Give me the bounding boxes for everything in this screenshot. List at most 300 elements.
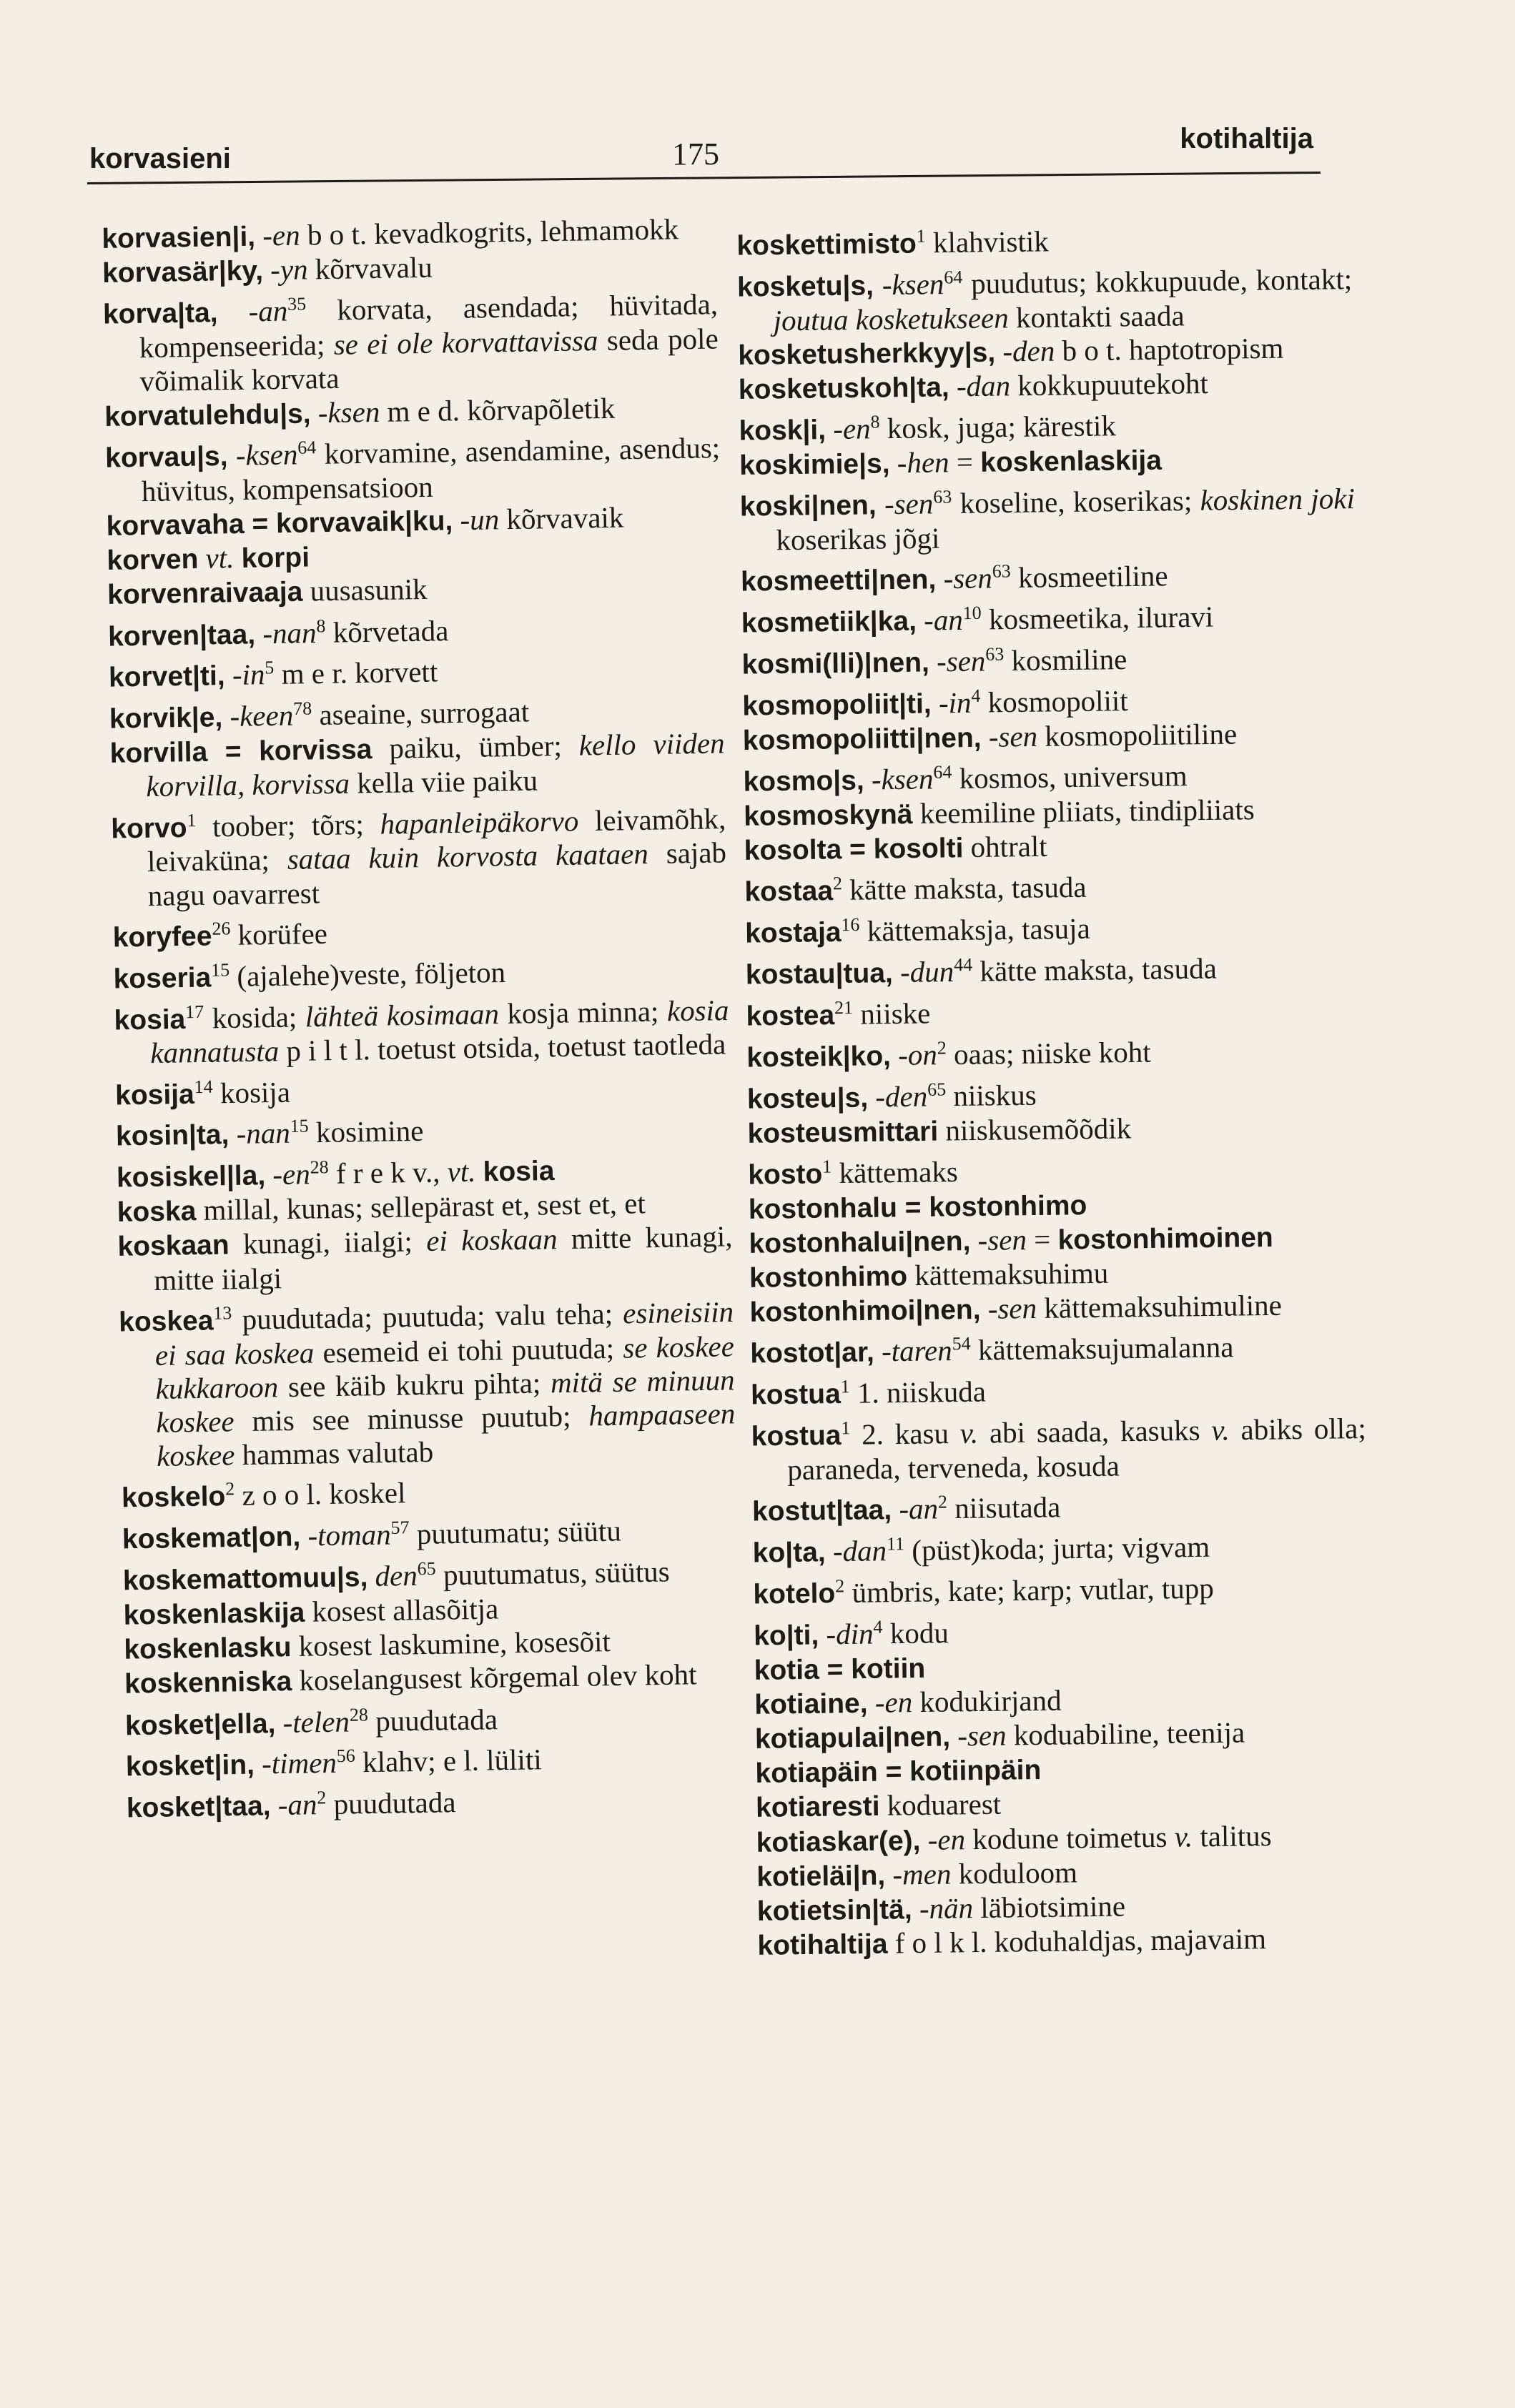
headword: ko|ta, <box>752 1537 826 1569</box>
italic-text: -sen <box>977 1222 1027 1257</box>
dictionary-entry <box>747 1067 1363 1116</box>
headword: kosteik|ko, <box>746 1040 892 1074</box>
dictionary-entry <box>746 984 1361 1033</box>
italic-text: vt. <box>447 1154 476 1189</box>
inflection-number: 78 <box>292 698 312 720</box>
headword: koski|nen, <box>739 490 877 523</box>
definition-text: kõrvavalu <box>307 250 433 286</box>
headword: koska <box>117 1196 197 1228</box>
definition-text: kättemaksuhimuline <box>1036 1288 1283 1325</box>
headword: korvet|ti, <box>108 660 225 693</box>
dictionary-entry <box>743 750 1358 799</box>
definition-text: koseline, koserikas; <box>952 484 1200 520</box>
headword: kotiaresti <box>755 1791 880 1824</box>
definition-text: kodukirjand <box>912 1683 1062 1718</box>
definition-text: see käib kukru pihta; <box>277 1366 551 1404</box>
definition-text: koduloom <box>951 1855 1078 1891</box>
page-number: 175 <box>672 137 719 172</box>
headword: koskenniska <box>124 1666 292 1700</box>
headword: korvavaha = korvavaik|ku, <box>106 505 453 542</box>
cross-reference: kosia <box>483 1156 555 1188</box>
dictionary-entry <box>751 1364 1366 1412</box>
inflection-number: 1 <box>841 1417 851 1439</box>
dictionary-entry <box>748 1143 1363 1191</box>
definition-text: kätte maksta, tasuda <box>972 951 1218 988</box>
definition-text: kosmiline <box>1004 643 1127 678</box>
headword: kostea <box>746 1000 835 1032</box>
dictionary-entry <box>119 1288 736 1474</box>
definition-text: kosja minna; <box>498 994 668 1030</box>
right-column <box>736 214 1373 1963</box>
headword: korvasär|ky, <box>102 255 264 289</box>
italic-text: -nan <box>262 615 317 650</box>
definition-text: kosmopoliitiline <box>1037 717 1238 753</box>
italic-text: kosia kannatusta <box>149 993 729 1070</box>
headword: kosteusmittari <box>747 1116 939 1149</box>
italic-text: -an <box>277 1788 317 1822</box>
definition-text: mitte kunagi, mitte iialgi <box>153 1219 733 1297</box>
italic-text: -en <box>874 1685 913 1719</box>
italic-text: -un <box>460 502 500 537</box>
dictionary-entry <box>111 795 727 913</box>
inflection-number: 1 <box>187 809 197 831</box>
definition-text: leivamõhk, leivaküna; <box>147 801 726 878</box>
headword: koskea <box>118 1305 214 1338</box>
dictionary-entry <box>742 674 1358 723</box>
definition-text: m e r. korvett <box>274 655 438 691</box>
definition-text: puudutada <box>326 1785 456 1821</box>
headword: kostua <box>751 1420 842 1452</box>
headword: korvilla = korvissa <box>109 734 372 770</box>
italic-text: se ei ole korvattavissa <box>333 324 598 362</box>
italic-text: -nän <box>919 1891 974 1926</box>
italic-text: -in <box>938 685 972 720</box>
italic-text: -sen <box>884 487 934 521</box>
italic-text: -ksen <box>882 267 944 302</box>
italic-text: hapanleipäkorvo <box>380 803 579 841</box>
italic-text: -timen <box>261 1746 337 1780</box>
dictionary-entry <box>109 727 725 805</box>
italic-text: koskinen joki <box>1200 482 1356 517</box>
italic-text: den <box>375 1559 418 1593</box>
definition-text: niiskus <box>945 1078 1037 1112</box>
italic-text: -sen <box>988 719 1038 753</box>
italic-text: -den <box>1002 334 1055 368</box>
dictionary-entry <box>753 1562 1368 1611</box>
inflection-number: 10 <box>962 603 982 624</box>
running-head-left: korvasieni <box>89 143 231 174</box>
definition-text: f r e k v., <box>328 1155 448 1191</box>
headword: kosmoskynä <box>743 799 913 832</box>
definition-text: hammas valutab <box>235 1435 434 1472</box>
definition-text: kosest laskumine, kosesõit <box>291 1625 611 1663</box>
inflection-number: 28 <box>349 1704 369 1725</box>
headword: koskelo <box>121 1481 226 1514</box>
inflection-number: 2 <box>832 873 843 894</box>
headword: kosmetiik|ka, <box>741 605 917 639</box>
inflection-number: 63 <box>985 643 1005 665</box>
inflection-number: 44 <box>953 954 973 976</box>
italic-text: -telen <box>282 1705 350 1739</box>
headword: korvik|e, <box>109 702 223 735</box>
definition-text: puudutada; puutuda; valu teha; <box>232 1297 623 1336</box>
headword: korva|ta, <box>102 297 218 331</box>
definition-text: 2. kasu <box>850 1417 961 1451</box>
definition-text: niiskusemõõdik <box>937 1111 1132 1147</box>
headword: kosolta = kosolti <box>744 833 964 867</box>
definition-text: = <box>1026 1222 1058 1256</box>
headword: koseria <box>113 962 212 995</box>
definition-text: talitus <box>1192 1818 1272 1853</box>
italic-text: -nan <box>236 1116 291 1151</box>
dictionary-entry <box>103 281 719 400</box>
header-rule <box>87 172 1321 184</box>
headword: koskemattomuu|s, <box>122 1562 368 1597</box>
headword: kotiaskar(e), <box>756 1825 921 1858</box>
inflection-number: 1 <box>916 225 926 247</box>
italic-text: -en <box>272 1157 311 1191</box>
dictionary-entry <box>750 1322 1366 1371</box>
definition-text: kosmos, universum <box>952 759 1188 796</box>
headword: koskettimisto <box>736 228 917 262</box>
definition-text: p i l t l. toetust otsida, toetust taotleda <box>278 1027 726 1068</box>
inflection-number: 64 <box>297 437 317 458</box>
italic-text: -keen <box>230 698 294 733</box>
definition-text: koselangusest kõrgemal olev koht <box>291 1658 697 1698</box>
definition-text: = <box>949 445 981 479</box>
inflection-number: 57 <box>390 1517 410 1539</box>
dictionary-entry <box>117 1220 733 1298</box>
definition-text: paiku, ümber; <box>372 728 580 765</box>
cross-reference: koskenlaskija <box>979 445 1163 479</box>
headword: kosmeetti|nen, <box>740 564 937 598</box>
italic-text: -toman <box>307 1517 392 1552</box>
definition-text: kunagi, iialgi; <box>229 1224 427 1261</box>
definition-text: kosmeetiline <box>1010 559 1168 595</box>
inflection-number: 4 <box>873 1616 883 1637</box>
italic-text: hampaaseen koskee <box>156 1397 736 1473</box>
definition-text: uusasunik <box>302 573 428 608</box>
italic-text: -ksen <box>317 395 380 429</box>
definition-text: oaas; niiske koht <box>946 1035 1151 1071</box>
dictionary-entry <box>736 214 1352 262</box>
inflection-number: 15 <box>210 958 230 981</box>
italic-text: -taren <box>881 1334 953 1368</box>
headword: kostonhalu = kostonhimo <box>748 1189 1087 1225</box>
definition-text: millal, kunas; sellepärast et, sest et, et <box>195 1186 646 1227</box>
italic-text: lähteä kosimaan <box>305 996 500 1033</box>
headword: korvau|s, <box>104 440 228 474</box>
dictionary-entry <box>114 986 730 1071</box>
headword: koryfee <box>112 921 212 953</box>
inflection-number: 17 <box>184 1001 204 1022</box>
italic-text: -en <box>927 1822 966 1856</box>
definition-text: aseaine, surrogaat <box>311 695 530 732</box>
cross-reference: kostonhimoinen <box>1057 1222 1273 1256</box>
headword: kotia = kotiin <box>754 1653 926 1686</box>
headword: kostonhimo <box>749 1261 908 1294</box>
headword: kosmopoliitti|nen, <box>742 722 982 756</box>
headword: kostonhimoi|nen, <box>749 1294 981 1329</box>
definition-text: puudutada <box>367 1702 498 1738</box>
definition-text: mis see minusse puutub; <box>234 1399 589 1438</box>
definition-text: kodune toimetus <box>964 1820 1175 1855</box>
definition-text: korvamine, asendamine, asendus; hüvitus, kompensatsioon <box>141 430 721 507</box>
definition-text: kosimine <box>308 1114 424 1149</box>
italic-text: -en <box>262 218 301 252</box>
headword: kotiapäin = kotiinpäin <box>755 1755 1042 1790</box>
headword: kostaa <box>744 876 834 908</box>
definition-text: kella viie paiku <box>349 763 538 800</box>
definition-text: f o l k l. koduhaldjas, majavaim <box>887 1922 1267 1960</box>
italic-text: -sen <box>936 644 986 678</box>
inflection-number: 63 <box>992 560 1011 583</box>
headword: kotihaltija <box>757 1928 888 1962</box>
inflection-number: 35 <box>287 293 307 315</box>
italic-text: v. <box>959 1416 979 1450</box>
headword: korven <box>107 544 199 577</box>
headword: kotiaine, <box>754 1688 868 1720</box>
inflection-number: 2 <box>317 1787 327 1808</box>
headword: kostonhalui|nen, <box>749 1225 971 1259</box>
inflection-number: 14 <box>194 1076 213 1097</box>
dictionary-entry <box>745 943 1361 991</box>
headword: koskaan <box>117 1229 230 1263</box>
definition-text: keemiline pliiats, tindipliiats <box>912 793 1255 831</box>
definition-text: esemeid ei tohi puutuda; <box>313 1331 623 1369</box>
definition-text: kättemaksuhimu <box>907 1256 1109 1292</box>
italic-text: joutua kosketukseen <box>773 301 1009 337</box>
inflection-number: 13 <box>213 1302 232 1324</box>
definition-text: sajab nagu oavarrest <box>147 836 727 912</box>
definition-text: koduabiline, teenija <box>1006 1715 1245 1752</box>
definition-text: (ajalehe)veste, följeton <box>229 955 506 993</box>
inflection-number: 56 <box>336 1745 355 1767</box>
definition-text <box>475 1155 483 1188</box>
inflection-number: 21 <box>834 997 854 1019</box>
italic-text: -din <box>826 1617 874 1651</box>
definition-text: niiske <box>852 996 931 1031</box>
headword: kosteu|s, <box>746 1082 869 1115</box>
italic-text: -sen <box>987 1292 1037 1326</box>
italic-text: esineisiin ei saa koskea <box>154 1294 734 1372</box>
italic-text: -ksen <box>871 762 934 796</box>
italic-text: -dan <box>832 1534 887 1568</box>
headword: kotiapulai|nen, <box>754 1721 951 1755</box>
dictionary-entry <box>739 400 1354 448</box>
headword: kosketuskoh|ta, <box>738 372 949 406</box>
headword: kosk|i, <box>739 415 826 447</box>
definition-text: koserikas jõgi <box>776 521 940 557</box>
definition-text: 1. niiskuda <box>849 1374 987 1410</box>
definition-text: kättemaksujumalanna <box>970 1330 1234 1367</box>
definition-text: seda pole võimalik korvata <box>139 322 719 398</box>
definition-text: kosija <box>212 1075 291 1109</box>
dictionary-entry <box>737 255 1353 338</box>
definition-text: abiks olla; paraneda, terveneda, kosuda <box>787 1412 1366 1487</box>
definition-text: kätte maksta, tasuda <box>842 871 1087 907</box>
inflection-number: 11 <box>886 1533 905 1555</box>
inflection-number: 28 <box>310 1156 329 1178</box>
italic-text: -sen <box>957 1718 1007 1753</box>
headword: korvatulehdu|s, <box>104 398 311 432</box>
italic-text: -den <box>875 1079 928 1114</box>
inflection-number: 2 <box>224 1478 235 1500</box>
italic-text: -dan <box>956 369 1011 403</box>
definition-text: läbiotsimine <box>972 1889 1126 1925</box>
italic-text: mitä se minuun koskee <box>156 1363 735 1440</box>
definition-text: (püst)koda; jurta; vigvam <box>904 1530 1210 1567</box>
dictionary-entry <box>754 1604 1369 1653</box>
headword: korven|taa, <box>107 618 256 653</box>
headword: kotieläi|n, <box>756 1860 886 1893</box>
dictionary-entry <box>757 1921 1373 1963</box>
definition-text: kontakti saada <box>1008 299 1185 335</box>
left-column <box>102 212 741 1825</box>
italic-text: -yn <box>270 252 308 287</box>
headword: kosketu|s, <box>736 270 874 303</box>
headword: kostau|tua, <box>745 958 894 991</box>
italic-text: -ksen <box>235 437 298 472</box>
italic-text: -an <box>899 1492 939 1526</box>
inflection-number: 65 <box>417 1558 436 1580</box>
headword: kosin|ta, <box>115 1119 230 1152</box>
dictionary-entry <box>741 592 1356 640</box>
inflection-number: 63 <box>933 486 952 508</box>
headword: kostaja <box>744 917 842 949</box>
headword: kosket|taa, <box>126 1790 271 1824</box>
headword: kosija <box>114 1079 195 1111</box>
italic-text: se koskee kukkaroon <box>155 1329 735 1405</box>
italic-text: -an <box>923 603 964 637</box>
italic-text: -men <box>892 1857 952 1891</box>
inflection-number: 16 <box>841 914 860 936</box>
headword: ko|ti, <box>753 1620 819 1652</box>
headword: kotelo <box>753 1578 836 1610</box>
definition-text: koduarest <box>879 1788 1002 1823</box>
dictionary-entry <box>744 861 1360 909</box>
italic-text: kello viiden korvilla, korvissa <box>146 726 725 803</box>
definition-text: kõrvetada <box>325 613 449 649</box>
headword: kosia <box>114 1004 186 1036</box>
definition-text: puudutus; kokkupuude, kontakt; <box>962 262 1353 300</box>
definition-text: kättemaks <box>831 1154 959 1189</box>
dictionary-entry <box>752 1521 1368 1570</box>
definition-text: kosest allasõitja <box>304 1592 499 1628</box>
italic-text: v. <box>1211 1413 1230 1447</box>
inflection-number: 8 <box>316 615 326 636</box>
headword: kosmopoliit|ti, <box>742 688 932 722</box>
italic-text: -an <box>248 294 288 328</box>
headword: korvasien|i, <box>102 221 256 254</box>
definition-text: kosida; <box>203 999 306 1035</box>
inflection-number: 15 <box>290 1116 309 1137</box>
definition-text: kõrvavaik <box>498 500 624 536</box>
dictionary-entry <box>739 475 1355 558</box>
headword: kosmo|s, <box>743 765 864 798</box>
definition-text: puutumatus, süütus <box>435 1555 670 1592</box>
definition-text: kättemaksja, tasuja <box>859 911 1091 948</box>
dictionary-entry <box>745 902 1361 951</box>
definition-text: b o t. haptotropism <box>1055 331 1284 367</box>
italic-text: sataa kuin korvosta kaataen <box>287 837 649 876</box>
italic-text: ei koskaan <box>425 1222 558 1258</box>
inflection-number: 64 <box>933 761 952 783</box>
definition-text: klahv; e l. lüliti <box>355 1743 543 1779</box>
headword: kosiskel|la, <box>116 1160 266 1194</box>
inflection-number: 1 <box>840 1376 850 1397</box>
definition-text: kosk, juga; kärestik <box>879 409 1117 445</box>
inflection-number: 2 <box>937 1037 947 1059</box>
cross-reference: korpi <box>241 542 310 575</box>
headword: kosketusherkkyy|s, <box>738 337 996 371</box>
inflection-number: 2 <box>937 1491 948 1512</box>
definition-text: ümbris, kate; karp; vutlar, tupp <box>844 1571 1214 1609</box>
definition-text: klahvistik <box>925 224 1050 259</box>
italic-text: -hen <box>897 445 949 480</box>
definition-text: niisutada <box>947 1490 1061 1525</box>
dictionary-entry <box>741 550 1356 599</box>
italic-text: -en <box>833 412 871 446</box>
inflection-number: 8 <box>870 411 880 433</box>
dictionary-entry <box>741 633 1357 682</box>
headword: korvenraivaaja <box>107 576 303 611</box>
italic-text: -sen <box>943 561 993 595</box>
headword: kostot|ar, <box>750 1337 875 1369</box>
definition-text: kosmeetika, iluravi <box>981 600 1214 636</box>
definition-text: toober; tõrs; <box>196 807 380 843</box>
definition-text: m e d. kõrvapõletik <box>379 391 616 428</box>
italic-text: v. <box>1174 1819 1193 1853</box>
inflection-number: 4 <box>971 685 981 707</box>
dictionary-entry <box>751 1404 1366 1487</box>
headword: korvo <box>111 812 187 845</box>
italic-text: vt. <box>205 541 235 575</box>
inflection-number: 2 <box>835 1575 845 1597</box>
definition-text: abi saada, kasuks <box>977 1413 1212 1450</box>
definition-text: kokkupuutekoht <box>1010 367 1209 402</box>
definition-text: korüfee <box>230 916 328 951</box>
italic-text: -dun <box>899 955 954 989</box>
headword: koskenlaskija <box>123 1597 305 1631</box>
headword: kosto <box>748 1159 823 1191</box>
dictionary-entry <box>746 1026 1362 1074</box>
definition-text: b o t. kevadkogrits, lehmamokk <box>300 212 679 252</box>
dictionary-entry <box>752 1480 1368 1529</box>
inflection-number: 65 <box>927 1079 947 1100</box>
italic-text: -in <box>232 658 265 692</box>
definition-text: korvata, asendada; hüvitada, kompenseerida; <box>139 287 719 365</box>
headword: kosket|in, <box>125 1750 255 1783</box>
definition-text: kosmopoliit <box>980 684 1128 719</box>
inflection-number: 1 <box>821 1156 832 1177</box>
dictionary-entry <box>105 424 721 509</box>
definition-text: puutumatu; süütu <box>409 1514 622 1551</box>
definition-text: kodu <box>882 1615 949 1650</box>
headword: kosmi(lli)|nen, <box>741 647 930 680</box>
definition-text: ohtralt <box>963 829 1047 864</box>
italic-text: -on <box>897 1038 938 1071</box>
dictionary-entry <box>126 1775 741 1825</box>
running-head-right: kotihaltija <box>1180 123 1313 154</box>
inflection-number: 64 <box>944 267 963 288</box>
definition-text: z o o l. koskel <box>234 1476 406 1512</box>
headword: koskemat|on, <box>122 1521 301 1555</box>
headword: kostua <box>750 1379 842 1411</box>
headword: koskenlasku <box>124 1632 292 1665</box>
headword: kosket|ella, <box>124 1708 276 1742</box>
inflection-number: 54 <box>952 1333 971 1354</box>
